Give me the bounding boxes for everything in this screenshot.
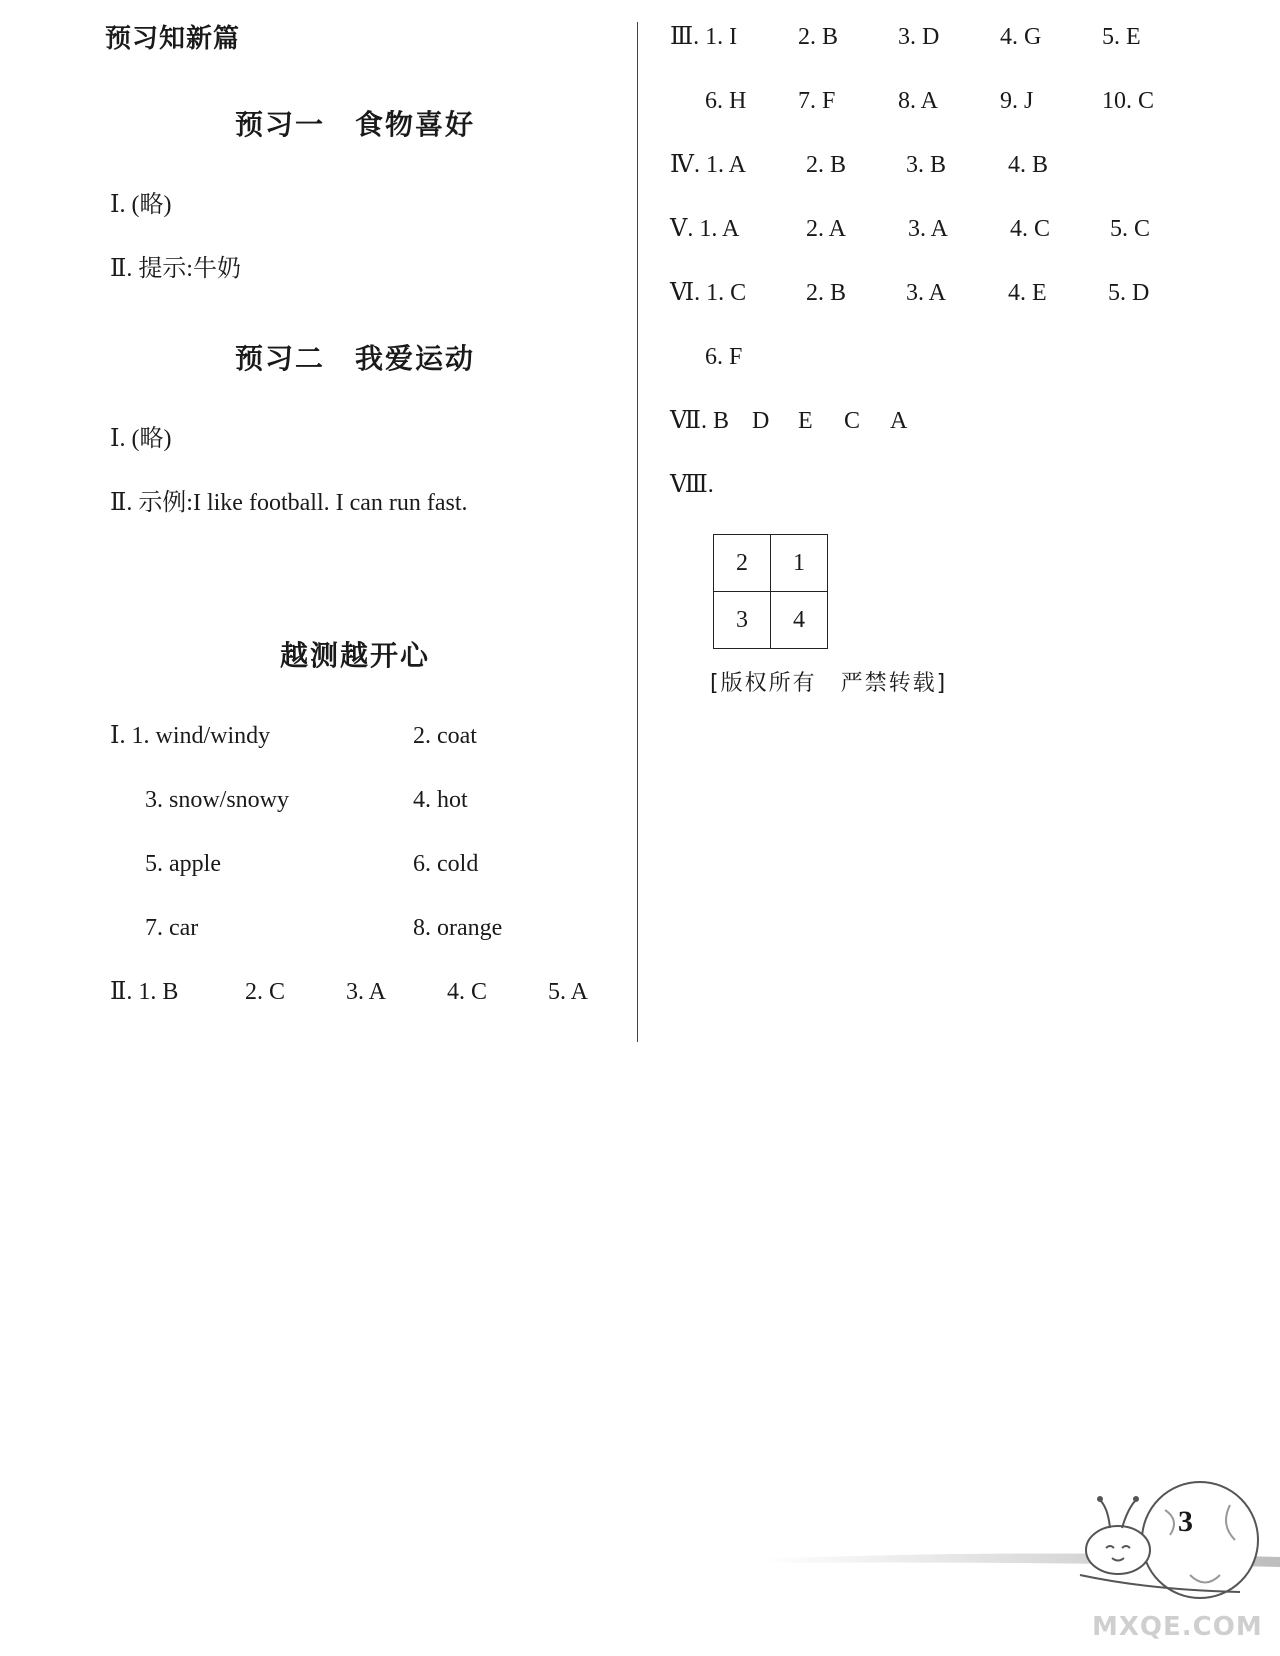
answer-line: Ⅱ. 提示:牛奶 — [110, 256, 241, 282]
answer-item: Ⅳ. 1. A — [670, 152, 746, 178]
grid-cell: 2 — [714, 535, 771, 592]
answer-item: 2. B — [806, 280, 847, 306]
answer-item: 8. orange — [413, 915, 503, 941]
answer-item: Ⅰ. 1. wind/windy — [110, 723, 271, 749]
answer-item: 3. A — [346, 979, 387, 1005]
answer-item: Ⅷ. — [670, 472, 714, 498]
answer-item: 6. F — [705, 344, 743, 370]
answer-item: 2. coat — [413, 723, 477, 749]
answer-item: 2. A — [806, 216, 847, 242]
answer-item: E — [798, 408, 813, 434]
answer-item: 5. A — [548, 979, 589, 1005]
column-divider — [637, 22, 638, 1042]
copyright-notice: [版权所有 严禁转载] — [710, 671, 948, 696]
answer-item: 4. C — [447, 979, 488, 1005]
answer-item: 10. C — [1102, 88, 1155, 114]
answer-item: 3. D — [898, 24, 940, 50]
grid-cell: 1 — [771, 535, 828, 592]
answer-item: 3. B — [906, 152, 947, 178]
answer-item: 6. cold — [413, 851, 479, 877]
answer-item: 7. F — [798, 88, 836, 114]
answer-item: 2. C — [245, 979, 286, 1005]
answer-item: 4. G — [1000, 24, 1042, 50]
answer-grid — [713, 534, 828, 649]
answer-item: Ⅲ. 1. I — [670, 24, 738, 50]
answer-item: 8. A — [898, 88, 939, 114]
answer-item: 5. apple — [145, 851, 221, 877]
answer-item: 5. E — [1102, 24, 1141, 50]
answer-item: 5. D — [1108, 280, 1150, 306]
answer-item: Ⅴ. 1. A — [670, 216, 740, 242]
answer-line: Ⅰ. (略) — [110, 426, 172, 452]
answer-item: 3. A — [906, 280, 947, 306]
answer-item: 2. B — [798, 24, 839, 50]
answer-line: Ⅰ. (略) — [110, 192, 172, 218]
section-title-test: 越测越开心 — [280, 639, 431, 672]
answer-item: C — [844, 408, 861, 434]
answer-item: A — [890, 408, 908, 434]
answer-item: Ⅱ. 1. B — [110, 979, 179, 1005]
answer-item: 4. hot — [413, 787, 468, 813]
section-title-preview-2: 预习二 我爱运动 — [235, 342, 476, 375]
page-header: 预习知新篇 — [105, 24, 241, 54]
answer-item: 4. E — [1008, 280, 1047, 306]
watermark: MXQE.COM — [1092, 1612, 1263, 1642]
answer-item: 4. C — [1010, 216, 1051, 242]
answer-item: 7. car — [145, 915, 199, 941]
answer-item: 2. B — [806, 152, 847, 178]
answer-item: 3. snow/snowy — [145, 787, 290, 813]
answer-item: 4. B — [1008, 152, 1049, 178]
answer-item: Ⅶ. B — [670, 408, 729, 434]
answer-item: Ⅵ. 1. C — [670, 280, 747, 306]
answer-line: Ⅱ. 示例:I like football. I can run fast. — [110, 490, 468, 516]
grid-cell: 3 — [714, 592, 771, 649]
section-title-preview-1: 预习一 食物喜好 — [235, 108, 476, 141]
snail-mascot-icon — [1070, 1480, 1270, 1620]
answer-item: 9. J — [1000, 88, 1034, 114]
answer-item: 6. H — [705, 88, 747, 114]
answer-item: D — [752, 408, 770, 434]
page-number: 3 — [1178, 1505, 1193, 1538]
grid-cell: 4 — [771, 592, 828, 649]
answer-item: 3. A — [908, 216, 949, 242]
answer-item: 5. C — [1110, 216, 1151, 242]
